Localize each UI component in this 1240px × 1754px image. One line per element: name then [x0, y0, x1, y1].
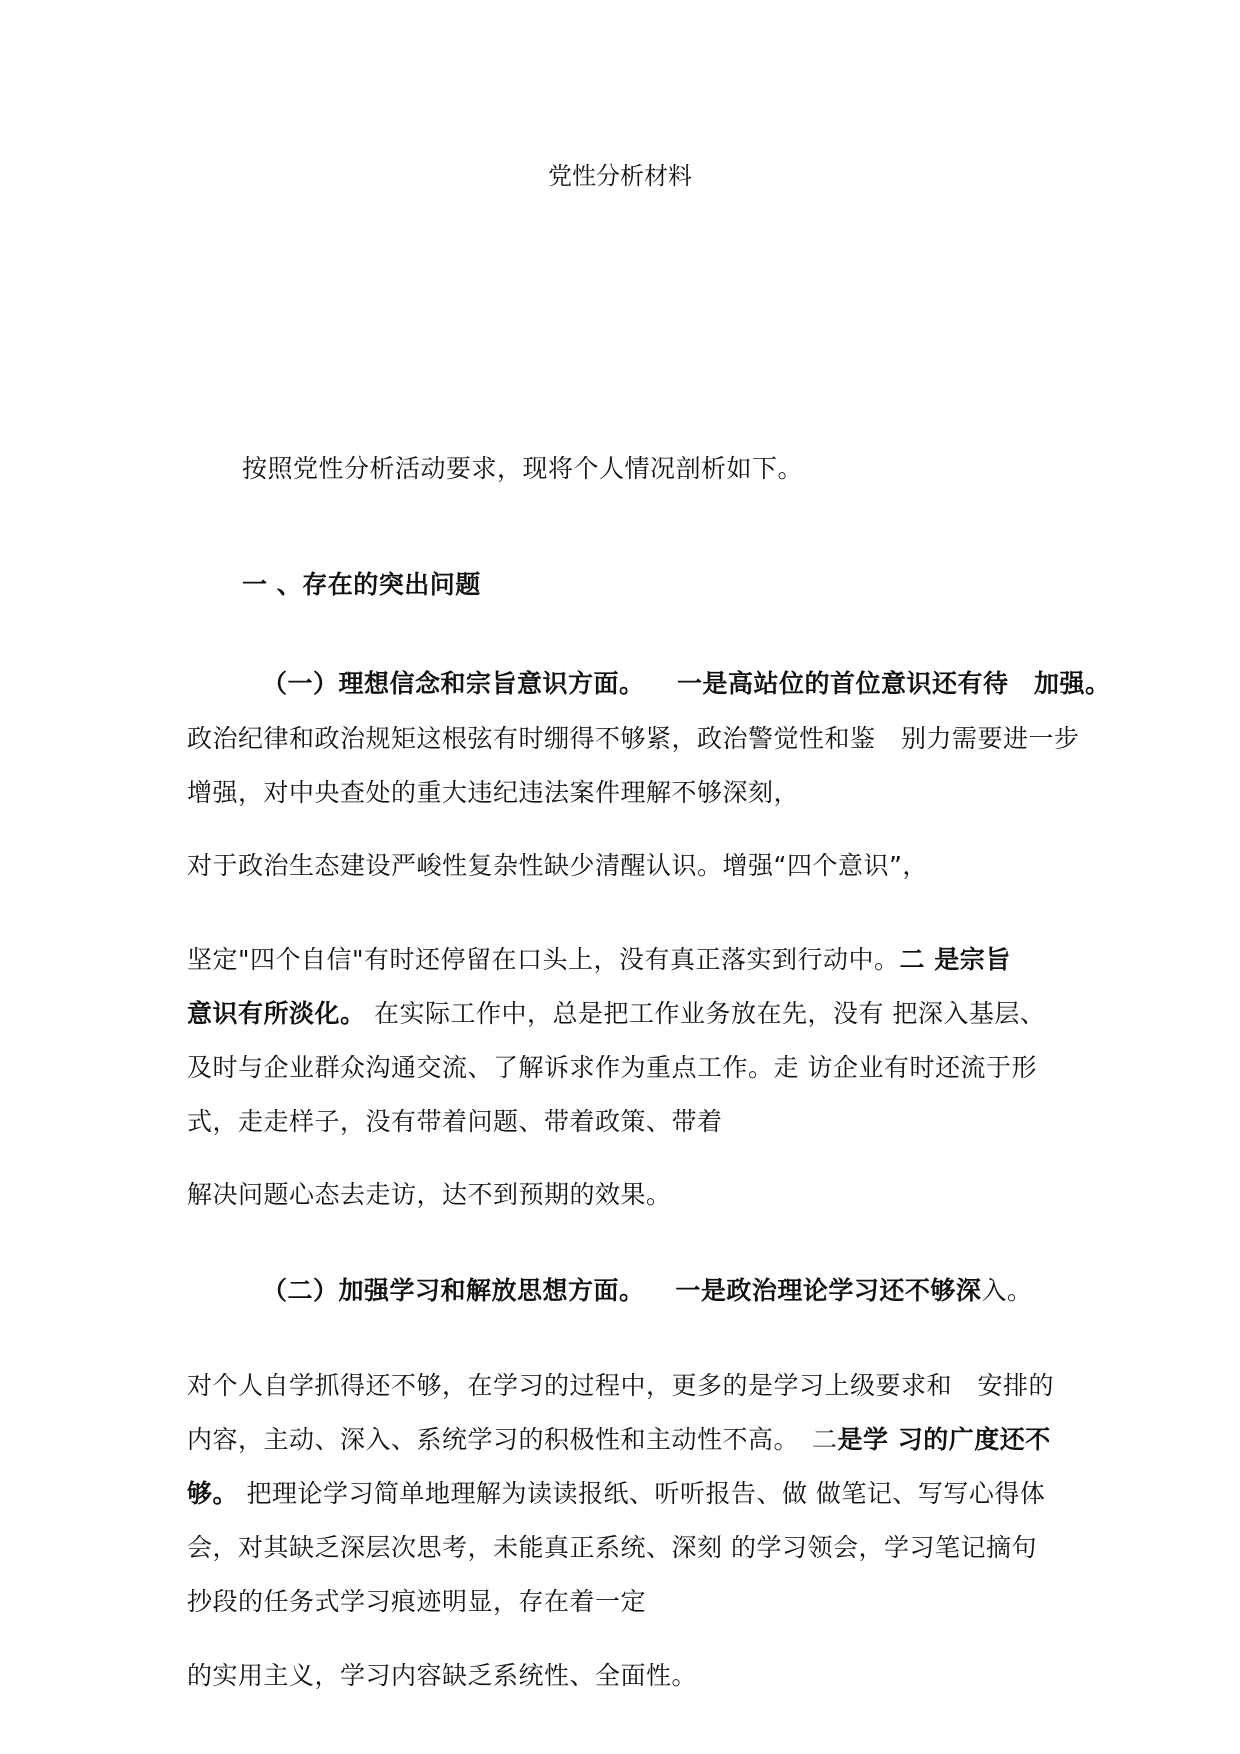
paragraph-text: 坚定"四个自信"有时还停留在口头上，没有真正落实到行动中。 — [187, 945, 900, 974]
section-heading: 一 、存在的突出问题 — [242, 570, 481, 599]
paragraph-line: 政治纪律和政治规矩这根弦有时绷得不够紧，政治警觉性和鉴 别力需要进一步 — [187, 724, 1080, 753]
paragraph-line: 及时与企业群众沟通交流、了解诉求作为重点工作。走 访企业有时还流于形 — [187, 1053, 1037, 1082]
paragraph-text: 在实际工作中，总是把工作业务放在先，没有 把深入基层、 — [365, 999, 1046, 1028]
subsection-1-point-title: 一是高站位的首位意识还有待 加强。 — [676, 669, 1111, 698]
paragraph-line — [187, 1423, 1051, 1457]
paragraph-bold-text: 二 是宗旨 — [899, 945, 1011, 974]
document-title: 党性分析材料 — [548, 162, 692, 190]
paragraph-text: 内容，主动、深入、系统学习的积极性和主动性不高。 二 — [187, 1425, 838, 1454]
subsection-heading-line — [262, 667, 1110, 701]
paragraph-line — [187, 943, 1011, 977]
paragraph-line: 对个人自学抓得还不够，在学习的过程中，更多的是学习上级要求和 安排的 — [187, 1371, 1055, 1400]
paragraph-line — [187, 1477, 1045, 1511]
subsection-heading-line — [262, 1274, 1032, 1308]
paragraph-line: 抄段的任务式学习痕迹明显，存在着一定 — [187, 1587, 647, 1616]
paragraph-line: 解决问题心态去走访，达不到预期的效果。 — [187, 1180, 672, 1209]
paragraph-bold-text: 是学 习的广度还不 — [837, 1425, 1051, 1454]
subsection-1-heading: （一）理想信念和宗旨意识方面。 — [262, 669, 645, 698]
paragraph-text: 把理论学习简单地理解为读读报纸、听听报告、做 做笔记、写写心得体 — [238, 1479, 1046, 1508]
paragraph-bold-text: 意识有所淡化。 — [187, 999, 366, 1028]
subsection-2-heading: （二）加强学习和解放思想方面。 — [262, 1276, 645, 1305]
paragraph-line — [187, 997, 1045, 1031]
paragraph-text: 入。 — [981, 1276, 1033, 1305]
paragraph-line: 式，走走样子，没有带着问题、带着政策、带着 — [187, 1107, 723, 1136]
intro-paragraph: 按照党性分析活动要求，现将个人情况剖析如下。 — [242, 454, 804, 483]
paragraph-bold-text: 够。 — [187, 1479, 239, 1508]
paragraph-line: 的实用主义，学习内容缺乏系统性、全面性。 — [187, 1661, 698, 1690]
paragraph-line: 会，对其缺乏深层次思考，未能真正系统、深刻 的学习领会，学习笔记摘句 — [187, 1533, 1037, 1562]
paragraph-line: 对于政治生态建设严峻性复杂性缺少清醒认识。增强“四个意识”， — [187, 851, 928, 880]
subsection-2-point-title: 一是政治理论学习还不够深 — [675, 1276, 982, 1305]
paragraph-line: 增强，对中央查处的重大违纪违法案件理解不够深刻， — [187, 778, 800, 807]
